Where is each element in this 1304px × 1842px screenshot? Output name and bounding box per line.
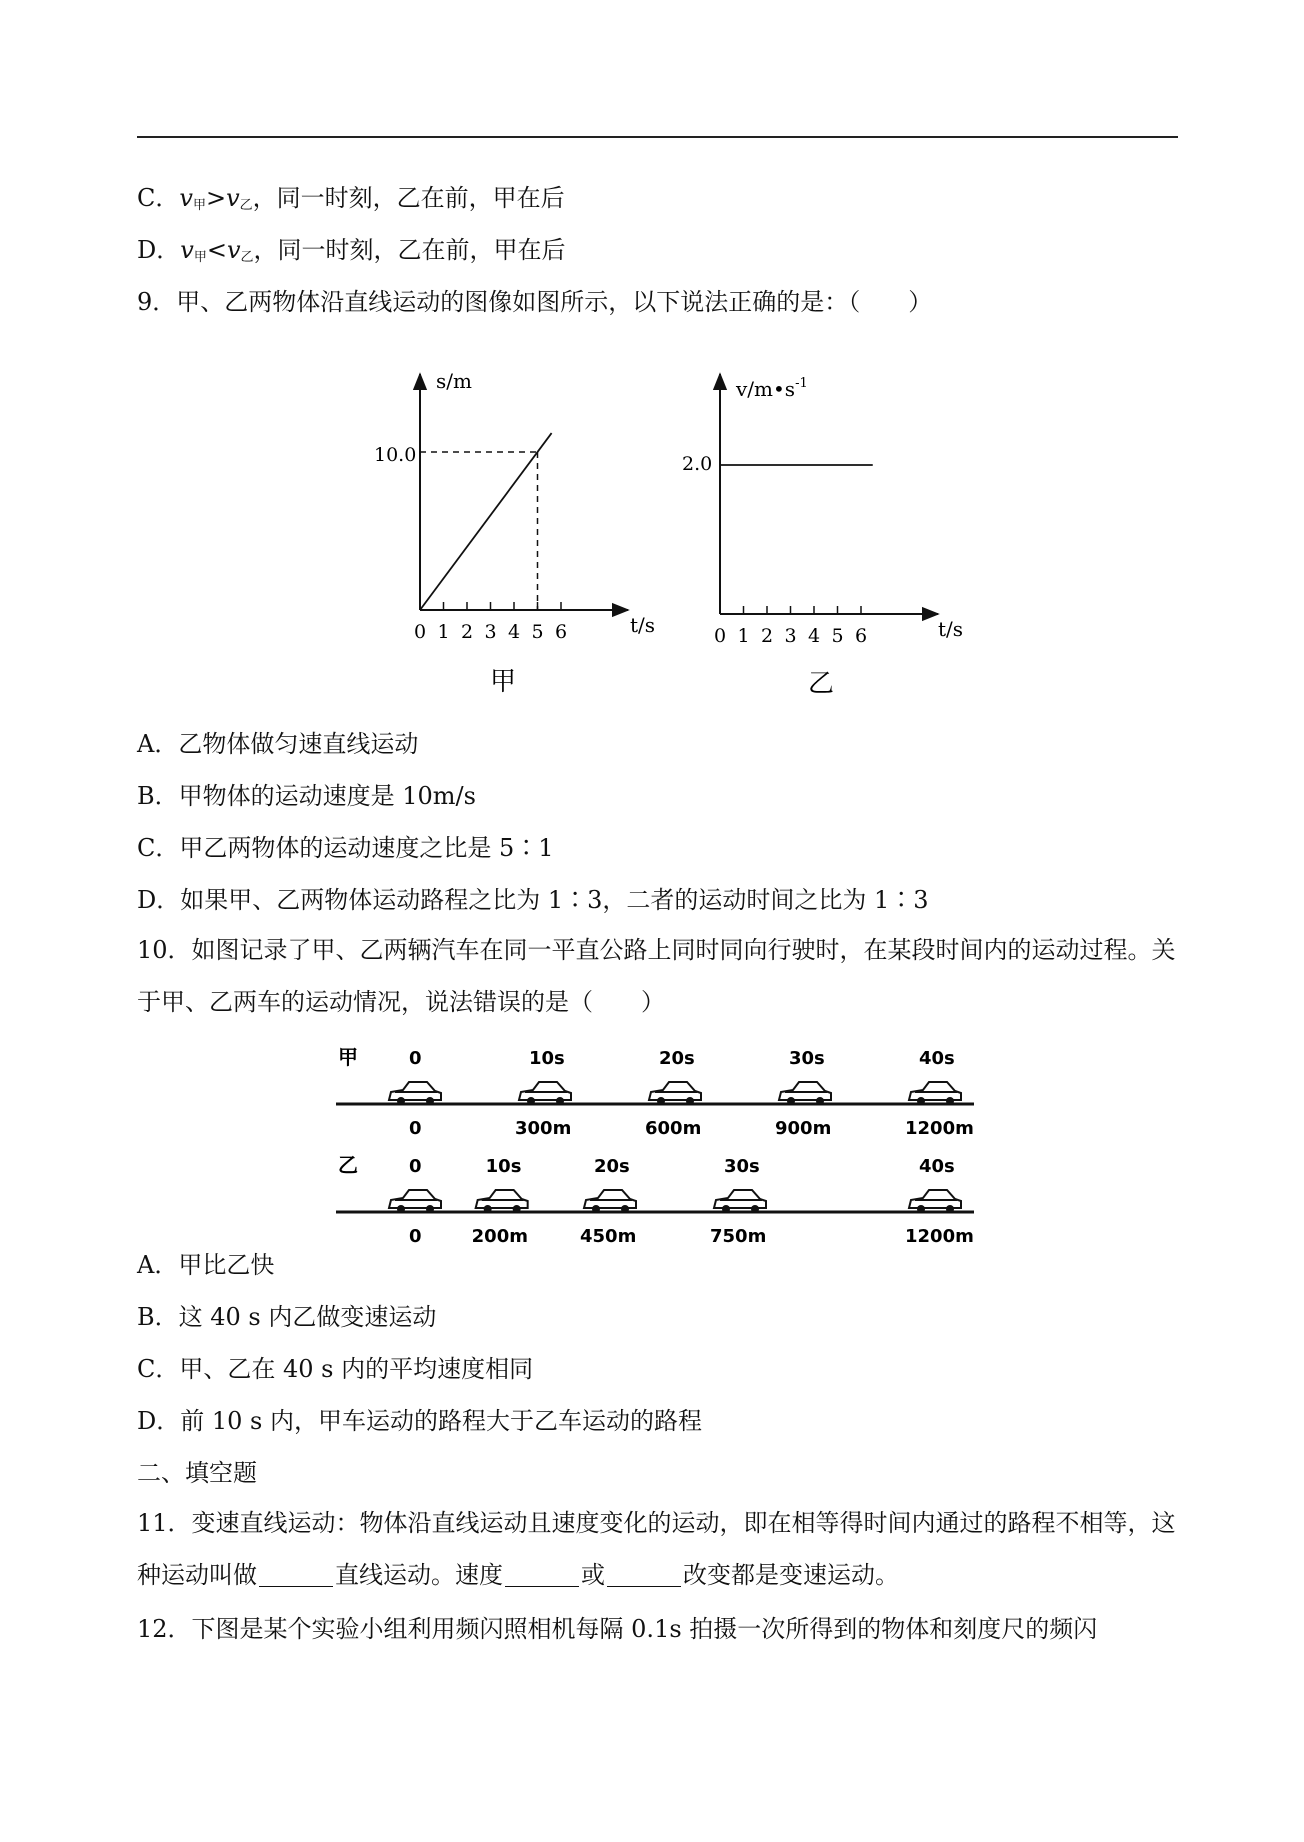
- q10-option-a: A．甲比乙快: [137, 1251, 275, 1279]
- x-tick-label: 0: [714, 625, 727, 647]
- chart-jia: [360, 362, 680, 702]
- position-label: 300m: [515, 1118, 572, 1139]
- x-tick-label: 2: [761, 625, 774, 647]
- position-label: 450m: [580, 1226, 637, 1247]
- q9-option-a: A．乙物体做匀速直线运动: [137, 730, 419, 758]
- x-tick-label: 2: [461, 621, 474, 643]
- time-label: 30s: [724, 1156, 760, 1177]
- q9-option-c: C．甲乙两物体的运动速度之比是 5∶1: [137, 834, 554, 862]
- q8-option-c: C．$v_甲>v_乙$，同一时刻，乙在前，甲在后: [137, 184, 565, 213]
- q9-option-b: B．甲物体的运动速度是 10m/s: [137, 782, 476, 810]
- x-tick-label: 0: [414, 621, 427, 643]
- y-axis-label: s/m: [436, 369, 472, 393]
- car-icon: [389, 1082, 441, 1105]
- position-label: 200m: [471, 1226, 529, 1247]
- q11-text: 11．变速直线运动：物体沿直线运动且速度变化的运动，即在相等得时间内通过的路程不相等，这种运动叫做 直线运动。速度 或 改变都是变速运动。: [137, 1509, 1176, 1589]
- q12-stem: 12．下图是某个实验小组利用频闪照相机每隔 0.1s 拍摄一次所得到的物体和刻度尺的频闪: [137, 1615, 1098, 1643]
- car-icon: [779, 1082, 831, 1105]
- q10-option-b: B．这 40 s 内乙做变速运动: [137, 1303, 437, 1331]
- car-name: 甲: [338, 1045, 358, 1069]
- car-icon: [714, 1190, 766, 1213]
- position-label: 0: [409, 1118, 422, 1139]
- time-label: 10s: [529, 1048, 565, 1069]
- y-axis-label: $v/m•s^{-1}$: [736, 376, 808, 401]
- time-label: 10s: [485, 1156, 522, 1177]
- car-name: 乙: [338, 1153, 358, 1177]
- y-tick-label: 2.0: [682, 453, 713, 475]
- position-label: 1200m: [905, 1118, 974, 1139]
- position-label: 1200m: [905, 1226, 974, 1247]
- car-icon: [584, 1190, 636, 1213]
- car-icon: [649, 1082, 701, 1105]
- blank-2[interactable]: [505, 1564, 579, 1587]
- section-title: 二、填空题: [137, 1459, 257, 1487]
- chart-yi: [680, 362, 1000, 702]
- time-label: 0: [409, 1156, 422, 1177]
- x-tick-label: 6: [555, 621, 568, 643]
- header-rule: [137, 136, 1178, 138]
- car-icon: [519, 1082, 571, 1105]
- q9-option-d: D．如果甲、乙两物体运动路程之比为 1∶3，二者的运动时间之比为 1∶3: [137, 886, 929, 914]
- x-tick-label: 1: [737, 625, 750, 647]
- q8-option-d: D．$v_甲<v_乙$，同一时刻，乙在前，甲在后: [137, 236, 566, 265]
- x-axis-label: t/s: [630, 613, 656, 637]
- q9-stem: 9．甲、乙两物体沿直线运动的图像如图所示，以下说法正确的是：（ ）: [137, 288, 933, 316]
- chart-caption: 甲: [490, 667, 517, 697]
- time-label: 40s: [919, 1048, 955, 1069]
- x-tick-label: 5: [831, 625, 844, 647]
- position-label: 900m: [775, 1118, 832, 1139]
- car-icon: [476, 1190, 528, 1213]
- x-tick-label: 1: [437, 621, 450, 643]
- position-label: 600m: [645, 1118, 702, 1139]
- blank-1[interactable]: [259, 1564, 333, 1587]
- q10-option-d: D．前 10 s 内，甲车运动的路程大于乙车运动的路程: [137, 1407, 702, 1435]
- time-label: 20s: [659, 1048, 695, 1069]
- car-icon: [909, 1082, 961, 1105]
- car-icon: [909, 1190, 961, 1213]
- x-tick-label: 5: [531, 621, 544, 643]
- time-label: 30s: [789, 1048, 825, 1069]
- position-label: 750m: [710, 1226, 767, 1247]
- q10-option-c: C．甲、乙在 40 s 内的平均速度相同: [137, 1355, 534, 1383]
- time-label: 0: [409, 1048, 422, 1069]
- x-tick-label: 3: [484, 621, 497, 643]
- time-label: 20s: [594, 1156, 630, 1177]
- q10-stem: 10．如图记录了甲、乙两辆汽车在同一平直公路上同时同向行驶时，在某段时间内的运动过程。关于甲、乙两车的运动情况，说法错误的是（ ）: [137, 936, 1176, 1016]
- x-tick-label: 4: [508, 621, 521, 643]
- blank-3[interactable]: [607, 1564, 681, 1587]
- x-axis-label: t/s: [938, 617, 964, 641]
- car-icon: [389, 1190, 441, 1213]
- x-tick-label: 4: [808, 625, 821, 647]
- chart-caption: 乙: [808, 669, 835, 699]
- x-tick-label: 6: [855, 625, 868, 647]
- position-label: 0: [409, 1226, 422, 1247]
- x-tick-label: 3: [784, 625, 797, 647]
- y-tick-label: 10.0: [374, 444, 417, 466]
- series-line-jia: [420, 433, 552, 610]
- time-label: 40s: [919, 1156, 955, 1177]
- car-motion-figure: [330, 1030, 990, 1247]
